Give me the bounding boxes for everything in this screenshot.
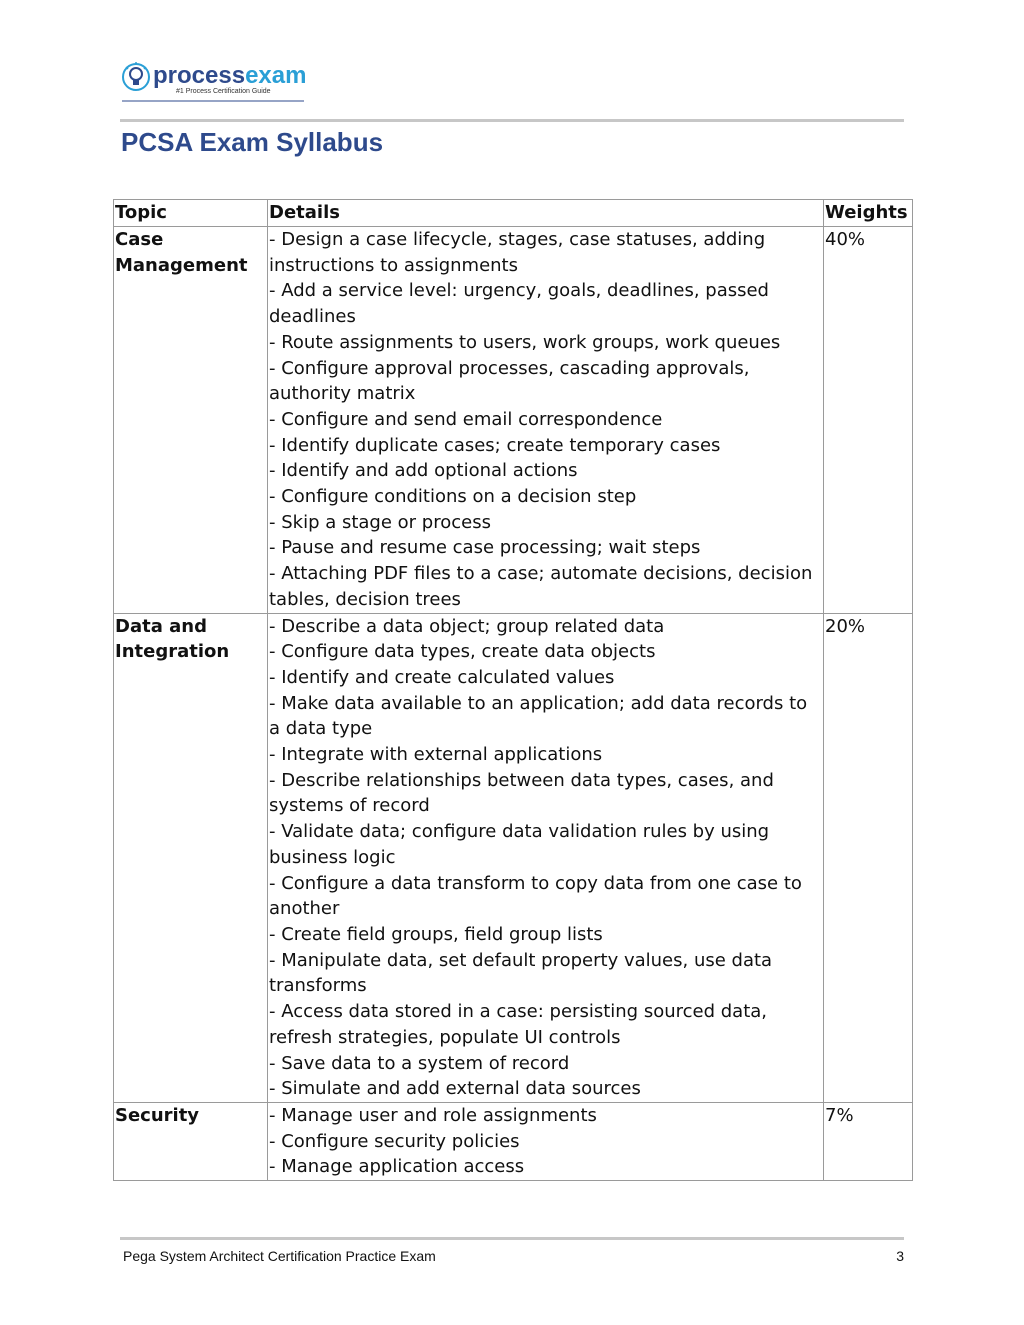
header-divider [120, 119, 904, 122]
detail-line: - Add a service level: urgency, goals, deadlines, passed deadlines [269, 280, 769, 328]
logo-wordmark [153, 62, 306, 89]
detail-line: - Configure approval processes, cascading approvals, authority matrix [269, 357, 750, 405]
footer-text: Pega System Architect Certification Practice Exam [123, 1248, 436, 1264]
detail-line: - Configure conditions on a decision step [269, 486, 637, 508]
logo-tagline: #1 Process Certification Guide [176, 88, 271, 95]
detail-line: - Identify and add optional actions [269, 460, 578, 482]
detail-line: - Save data to a system of record [269, 1052, 570, 1074]
topic-cell: Security [114, 1102, 268, 1180]
detail-line: - Create field groups, field group lists [269, 923, 603, 945]
page-title: PCSA Exam Syllabus [121, 127, 384, 157]
detail-line: - Simulate and add external data sources [269, 1078, 641, 1100]
detail-line: - Manage application access [269, 1156, 525, 1178]
details-cell [268, 227, 824, 614]
column-header-topic: Topic [114, 200, 268, 227]
detail-line: - Make data available to an application; add data records to a data type [269, 692, 808, 740]
details-cell [268, 613, 824, 1102]
detail-line: - Validate data; configure data validation rules by using business logic [269, 821, 770, 868]
detail-line: - Integrate with external applications [269, 744, 603, 766]
footer-divider [120, 1237, 904, 1240]
table-header-row [114, 200, 913, 227]
weight-cell: 7% [824, 1102, 913, 1180]
table-row [114, 1102, 913, 1180]
detail-line: - Configure data types, create data objects [269, 641, 656, 663]
detail-line: - Identify duplicate cases; create temporary cases [269, 434, 721, 456]
detail-line: - Route assignments to users, work groups, work queues [269, 331, 781, 353]
details-cell [268, 1102, 824, 1180]
detail-line: - Skip a stage or process [269, 511, 491, 533]
detail-line: - Describe relationships between data types, cases, and systems of record [269, 769, 774, 817]
weight-cell: 40% [824, 227, 913, 614]
topic-cell: Case Management [114, 227, 268, 614]
detail-line: - Design a case lifecycle, stages, case statuses, adding instructions to assignments [269, 229, 766, 276]
column-header-details: Details [268, 200, 824, 227]
detail-line: - Attaching PDF files to a case; automate decisions, decision tables, decision trees [269, 563, 813, 610]
topic-cell: Data and Integration [114, 613, 268, 1102]
logo-text-process: process [153, 62, 246, 89]
table-row [114, 227, 913, 614]
column-header-weights: Weights [824, 200, 913, 227]
detail-line: - Describe a data object; group related data [269, 615, 665, 637]
table-row [114, 613, 913, 1102]
detail-line: - Manage user and role assignments [269, 1104, 597, 1126]
processexam-logo [120, 58, 306, 104]
detail-line: - Configure security policies [269, 1130, 520, 1152]
detail-line: - Identify and create calculated values [269, 666, 615, 688]
syllabus-table [113, 199, 913, 1181]
detail-line: - Configure and send email correspondence [269, 408, 663, 430]
weight-cell: 20% [824, 613, 913, 1102]
detail-line: - Pause and resume case processing; wait steps [269, 537, 701, 559]
detail-line: - Configure a data transform to copy data from one case to another [269, 872, 802, 920]
detail-line: - Manipulate data, set default property values, use data transforms [269, 949, 773, 997]
logo-graphic [120, 58, 306, 104]
detail-line: - Access data stored in a case: persisting sourced data, refresh strategies, populate UI controls [269, 1001, 768, 1048]
logo-text-exam: exam [245, 62, 306, 89]
page-number: 3 [896, 1248, 904, 1264]
